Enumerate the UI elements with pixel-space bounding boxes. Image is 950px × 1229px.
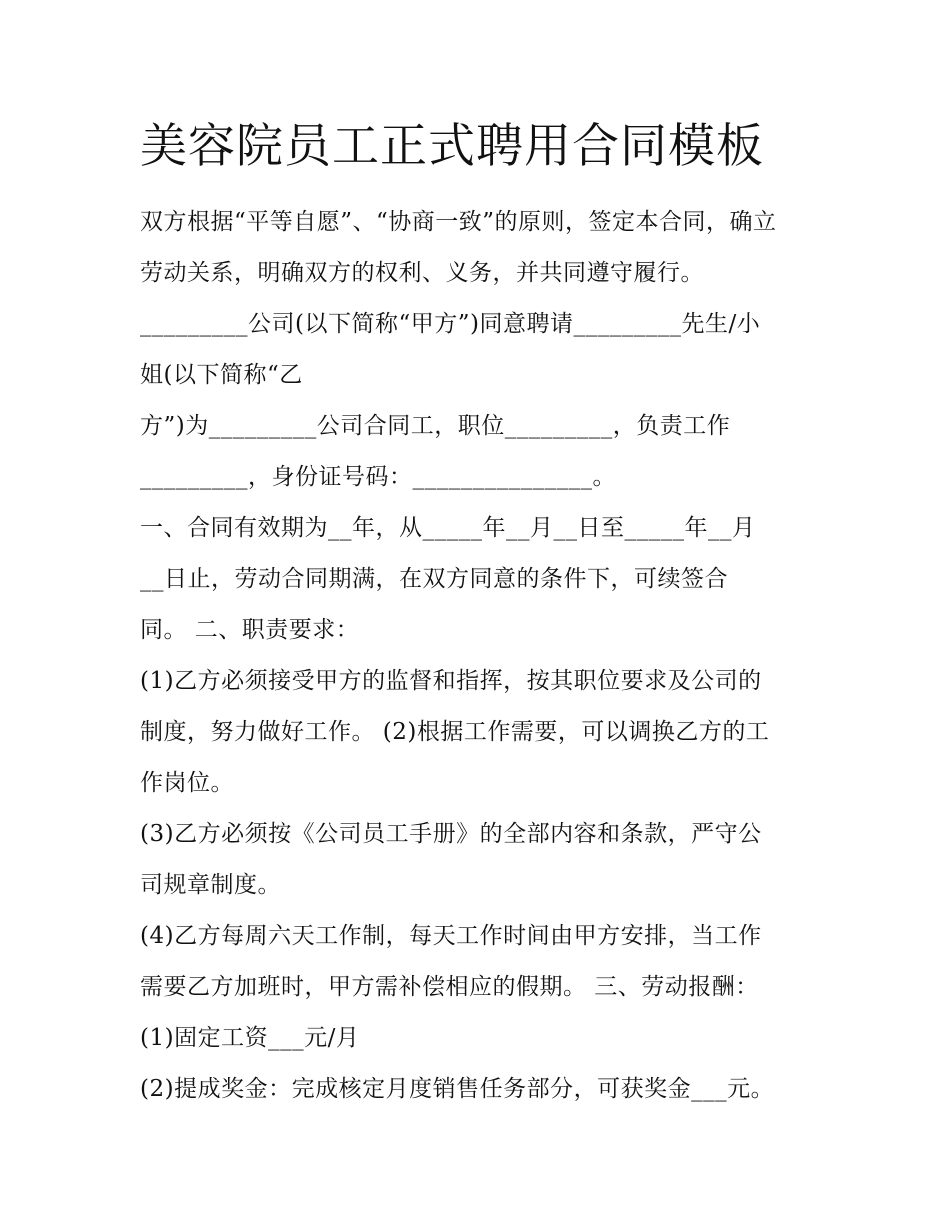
body-line-5: 方”)为_________公司合同工，职位_________，负责工作 <box>140 413 731 439</box>
body-line-13: (3)乙方必须按《公司员工手册》的全部内容和条款，严守公 <box>140 821 762 847</box>
document-body <box>140 197 820 1115</box>
body-line-10: (1)乙方必须接受甲方的监督和指挥，按其职位要求及公司的 <box>140 668 762 694</box>
body-line-6: _________，身份证号码：_______________。 <box>140 464 616 490</box>
body-line-16: 需要乙方加班时，甲方需补偿相应的假期。 三、劳动报酬： <box>140 974 759 1000</box>
body-line-9: 同。 二、职责要求： <box>140 617 360 643</box>
body-line-18: (2)提成奖金：完成核定月度销售任务部分，可获奖金___元。 <box>140 1076 775 1102</box>
body-line-4: 姐(以下简称“乙 <box>140 362 303 388</box>
document-title: 美容院员工正式聘用合同模板 <box>140 119 764 174</box>
body-line-12: 作岗位。 <box>140 770 234 796</box>
body-line-17: (1)固定工资___元/月 <box>140 1025 360 1051</box>
body-line-1: 双方根据“平等自愿”、“协商一致”的原则，签定本合同，确立 <box>140 209 777 235</box>
body-line-7: 一、合同有效期为__年，从_____年__月__日至_____年__月 <box>140 515 756 541</box>
body-line-2: 劳动关系，明确双方的权利、义务，并共同遵守履行。 <box>140 260 704 286</box>
body-line-8: __日止，劳动合同期满，在双方同意的条件下，可续签合 <box>140 566 728 592</box>
body-line-14: 司规章制度。 <box>140 872 281 898</box>
body-line-3: _________公司(以下简称“甲方”)同意聘请_________先生/小 <box>140 311 761 337</box>
body-line-15: (4)乙方每周六天工作制，每天工作时间由甲方安排，当工作 <box>140 923 762 949</box>
body-line-11: 制度，努力做好工作。 (2)根据工作需要，可以调换乙方的工 <box>140 719 770 745</box>
